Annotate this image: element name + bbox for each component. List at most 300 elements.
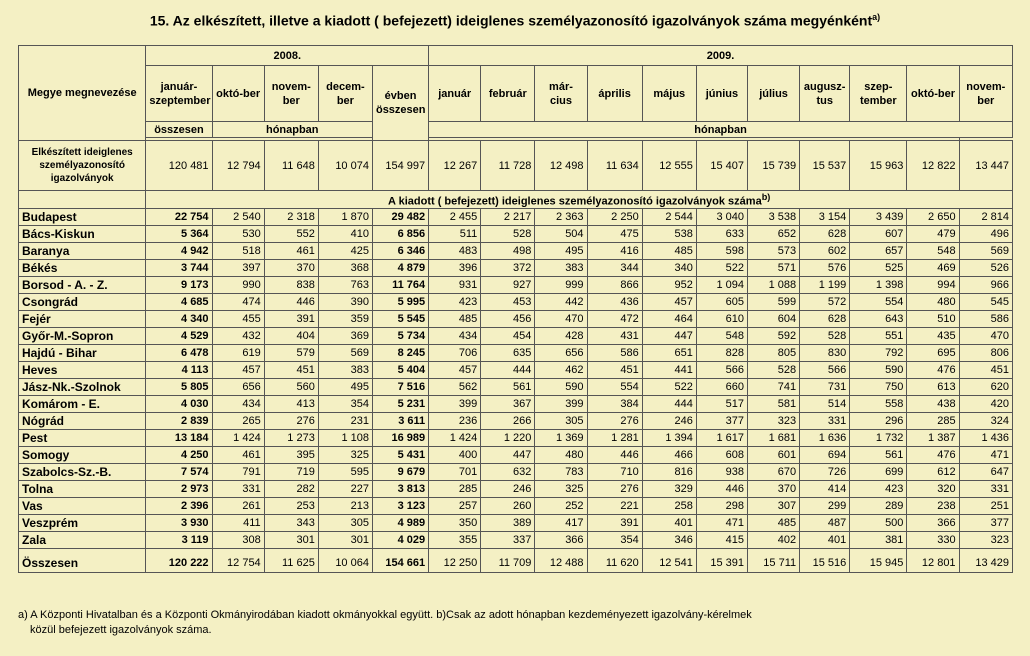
county-name: Budapest — [19, 209, 146, 226]
value-cell: 227 — [318, 481, 372, 498]
value-cell: 731 — [800, 379, 850, 396]
value-cell: 2 973 — [146, 481, 212, 498]
value-cell: 324 — [959, 413, 1012, 430]
value-cell: 15 963 — [850, 141, 907, 191]
value-cell: 566 — [696, 362, 747, 379]
value-cell: 938 — [696, 464, 747, 481]
value-cell: 399 — [429, 396, 481, 413]
value-cell: 258 — [642, 498, 696, 515]
elkeszitett-label: Elkészített ideiglenes személyazonosító igazolványok — [19, 141, 146, 191]
value-cell: 5 995 — [372, 294, 428, 311]
value-cell: 455 — [212, 311, 264, 328]
value-cell: 260 — [481, 498, 535, 515]
header-osszesen: összesen — [146, 122, 212, 138]
header-year-2008: 2008. — [146, 46, 429, 66]
header-month: június — [696, 66, 747, 122]
value-cell: 3 154 — [800, 209, 850, 226]
value-cell: 3 611 — [372, 413, 428, 430]
value-cell: 660 — [696, 379, 747, 396]
value-cell: 13 447 — [959, 141, 1012, 191]
value-cell: 612 — [907, 464, 959, 481]
value-cell: 838 — [264, 277, 318, 294]
value-cell: 372 — [481, 260, 535, 277]
value-cell: 457 — [642, 294, 696, 311]
county-name: Tolna — [19, 481, 146, 498]
value-cell: 10 074 — [318, 141, 372, 191]
value-cell: 2 455 — [429, 209, 481, 226]
value-cell: 6 346 — [372, 243, 428, 260]
value-cell: 236 — [429, 413, 481, 430]
value-cell: 231 — [318, 413, 372, 430]
header-month: novem-ber — [264, 66, 318, 122]
value-cell: 4 879 — [372, 260, 428, 277]
value-cell: 4 250 — [146, 447, 212, 464]
value-cell: 4 113 — [146, 362, 212, 379]
value-cell: 359 — [318, 311, 372, 328]
value-cell: 438 — [907, 396, 959, 413]
value-cell: 456 — [481, 311, 535, 328]
header-honapban-2009: hónapban — [429, 122, 1013, 138]
county-name: Komárom - E. — [19, 396, 146, 413]
value-cell: 2 396 — [146, 498, 212, 515]
value-cell: 464 — [642, 311, 696, 328]
value-cell: 573 — [747, 243, 799, 260]
value-cell: 1 436 — [959, 430, 1012, 447]
value-cell: 15 945 — [850, 549, 907, 573]
value-cell: 656 — [535, 345, 587, 362]
value-cell: 952 — [642, 277, 696, 294]
value-cell: 354 — [318, 396, 372, 413]
value-cell: 431 — [587, 328, 642, 345]
county-name: Zala — [19, 532, 146, 549]
value-cell: 635 — [481, 345, 535, 362]
value-cell: 397 — [212, 260, 264, 277]
value-cell: 571 — [747, 260, 799, 277]
value-cell: 610 — [696, 311, 747, 328]
value-cell: 999 — [535, 277, 587, 294]
county-name: Fejér — [19, 311, 146, 328]
table-row — [19, 328, 1013, 345]
value-cell: 656 — [212, 379, 264, 396]
county-name: Hajdú - Bihar — [19, 345, 146, 362]
county-name: Veszprém — [19, 515, 146, 532]
value-cell: 12 801 — [907, 549, 959, 573]
value-cell: 390 — [318, 294, 372, 311]
value-cell: 628 — [800, 311, 850, 328]
value-cell: 355 — [429, 532, 481, 549]
value-cell: 2 363 — [535, 209, 587, 226]
value-cell: 479 — [907, 226, 959, 243]
value-cell: 994 — [907, 277, 959, 294]
value-cell: 1 681 — [747, 430, 799, 447]
value-cell: 4 029 — [372, 532, 428, 549]
value-cell: 566 — [800, 362, 850, 379]
data-table — [18, 45, 1013, 573]
county-name: Nógrád — [19, 413, 146, 430]
value-cell: 510 — [907, 311, 959, 328]
value-cell: 266 — [481, 413, 535, 430]
value-cell: 434 — [212, 396, 264, 413]
value-cell: 2 540 — [212, 209, 264, 226]
header-year-2009: 2009. — [429, 46, 1013, 66]
value-cell: 2 839 — [146, 413, 212, 430]
value-cell: 1 398 — [850, 277, 907, 294]
value-cell: 261 — [212, 498, 264, 515]
value-cell: 1 636 — [800, 430, 850, 447]
value-cell: 457 — [429, 362, 481, 379]
value-cell: 423 — [850, 481, 907, 498]
value-cell: 15 711 — [747, 549, 799, 573]
value-cell: 719 — [264, 464, 318, 481]
value-cell: 485 — [429, 311, 481, 328]
value-cell: 931 — [429, 277, 481, 294]
value-cell: 389 — [481, 515, 535, 532]
value-cell: 350 — [429, 515, 481, 532]
value-cell: 579 — [264, 345, 318, 362]
value-cell: 331 — [959, 481, 1012, 498]
value-cell: 377 — [696, 413, 747, 430]
table-row — [19, 226, 1013, 243]
value-cell: 11 620 — [587, 549, 642, 573]
value-cell: 446 — [587, 447, 642, 464]
value-cell: 285 — [907, 413, 959, 430]
value-cell: 436 — [587, 294, 642, 311]
value-cell: 601 — [747, 447, 799, 464]
value-cell: 331 — [212, 481, 264, 498]
table-row — [19, 532, 1013, 549]
value-cell: 647 — [959, 464, 1012, 481]
value-cell: 551 — [850, 328, 907, 345]
value-cell: 22 754 — [146, 209, 212, 226]
value-cell: 586 — [587, 345, 642, 362]
value-cell: 3 744 — [146, 260, 212, 277]
value-cell: 12 754 — [212, 549, 264, 573]
value-cell: 485 — [642, 243, 696, 260]
value-cell: 423 — [429, 294, 481, 311]
value-cell: 750 — [850, 379, 907, 396]
value-cell: 5 431 — [372, 447, 428, 464]
value-cell: 496 — [959, 226, 1012, 243]
value-cell: 154 997 — [372, 141, 428, 191]
value-cell: 444 — [481, 362, 535, 379]
value-cell: 11 709 — [481, 549, 535, 573]
value-cell: 461 — [264, 243, 318, 260]
value-cell: 12 488 — [535, 549, 587, 573]
header-month: decem-ber — [318, 66, 372, 122]
value-cell: 763 — [318, 277, 372, 294]
value-cell: 446 — [696, 481, 747, 498]
value-cell: 425 — [318, 243, 372, 260]
value-cell: 470 — [535, 311, 587, 328]
table-row — [19, 481, 1013, 498]
value-cell: 9 679 — [372, 464, 428, 481]
value-cell: 1 394 — [642, 430, 696, 447]
value-cell: 15 391 — [696, 549, 747, 573]
value-cell: 514 — [800, 396, 850, 413]
value-cell: 323 — [959, 532, 1012, 549]
value-cell: 783 — [535, 464, 587, 481]
header-month: novem-ber — [959, 66, 1012, 122]
value-cell: 396 — [429, 260, 481, 277]
value-cell: 695 — [907, 345, 959, 362]
value-cell: 154 661 — [372, 549, 428, 573]
elkeszitett-row — [19, 141, 1013, 191]
value-cell: 120 222 — [146, 549, 212, 573]
value-cell: 340 — [642, 260, 696, 277]
value-cell: 428 — [535, 328, 587, 345]
value-cell: 400 — [429, 447, 481, 464]
header-honapban-2008: hónapban — [212, 122, 372, 138]
value-cell: 401 — [800, 532, 850, 549]
value-cell: 1 220 — [481, 430, 535, 447]
county-name: Győr-M.-Sopron — [19, 328, 146, 345]
value-cell: 469 — [907, 260, 959, 277]
value-cell: 517 — [696, 396, 747, 413]
table-row — [19, 464, 1013, 481]
value-cell: 329 — [642, 481, 696, 498]
value-cell: 475 — [587, 226, 642, 243]
value-cell: 415 — [696, 532, 747, 549]
value-cell: 301 — [318, 532, 372, 549]
value-cell: 12 498 — [535, 141, 587, 191]
value-cell: 633 — [696, 226, 747, 243]
value-cell: 699 — [850, 464, 907, 481]
value-cell: 3 813 — [372, 481, 428, 498]
value-cell: 466 — [642, 447, 696, 464]
value-cell: 4 989 — [372, 515, 428, 532]
value-cell: 990 — [212, 277, 264, 294]
value-cell: 572 — [800, 294, 850, 311]
value-cell: 453 — [481, 294, 535, 311]
value-cell: 402 — [747, 532, 799, 549]
value-cell: 282 — [264, 481, 318, 498]
total-row — [19, 549, 1013, 573]
table-row — [19, 243, 1013, 260]
county-name: Somogy — [19, 447, 146, 464]
value-cell: 2 318 — [264, 209, 318, 226]
header-month: április — [587, 66, 642, 122]
table-row — [19, 379, 1013, 396]
value-cell: 2 544 — [642, 209, 696, 226]
value-cell: 1 199 — [800, 277, 850, 294]
value-cell: 434 — [429, 328, 481, 345]
value-cell: 561 — [850, 447, 907, 464]
value-cell: 246 — [642, 413, 696, 430]
footnote — [18, 608, 752, 638]
value-cell: 545 — [959, 294, 1012, 311]
value-cell: 320 — [907, 481, 959, 498]
value-cell: 285 — [429, 481, 481, 498]
value-cell: 651 — [642, 345, 696, 362]
value-cell: 2 650 — [907, 209, 959, 226]
table-row — [19, 260, 1013, 277]
value-cell: 2 217 — [481, 209, 535, 226]
value-cell: 569 — [318, 345, 372, 362]
value-cell: 590 — [535, 379, 587, 396]
value-cell: 9 173 — [146, 277, 212, 294]
county-name: Vas — [19, 498, 146, 515]
value-cell: 595 — [318, 464, 372, 481]
value-cell: 2 814 — [959, 209, 1012, 226]
value-cell: 370 — [747, 481, 799, 498]
value-cell: 480 — [907, 294, 959, 311]
value-cell: 301 — [264, 532, 318, 549]
value-cell: 404 — [264, 328, 318, 345]
value-cell: 604 — [747, 311, 799, 328]
value-cell: 447 — [481, 447, 535, 464]
value-cell: 10 064 — [318, 549, 372, 573]
value-cell: 323 — [747, 413, 799, 430]
value-cell: 413 — [264, 396, 318, 413]
value-cell: 472 — [587, 311, 642, 328]
value-cell: 276 — [587, 481, 642, 498]
value-cell: 1 732 — [850, 430, 907, 447]
value-cell: 1 424 — [212, 430, 264, 447]
value-cell: 5 805 — [146, 379, 212, 396]
value-cell: 518 — [212, 243, 264, 260]
county-name: Szabolcs-Sz.-B. — [19, 464, 146, 481]
value-cell: 442 — [535, 294, 587, 311]
value-cell: 1 424 — [429, 430, 481, 447]
value-cell: 391 — [264, 311, 318, 328]
value-cell: 420 — [959, 396, 1012, 413]
value-cell: 354 — [587, 532, 642, 549]
table-row — [19, 447, 1013, 464]
value-cell: 15 516 — [800, 549, 850, 573]
value-cell: 525 — [850, 260, 907, 277]
value-cell: 251 — [959, 498, 1012, 515]
table-row — [19, 396, 1013, 413]
value-cell: 3 439 — [850, 209, 907, 226]
value-cell: 561 — [481, 379, 535, 396]
value-cell: 276 — [587, 413, 642, 430]
value-cell: 522 — [642, 379, 696, 396]
table-row — [19, 362, 1013, 379]
value-cell: 461 — [212, 447, 264, 464]
county-name: Jász-Nk.-Szolnok — [19, 379, 146, 396]
header-month: szep-tember — [850, 66, 907, 122]
value-cell: 619 — [212, 345, 264, 362]
value-cell: 451 — [587, 362, 642, 379]
value-cell: 485 — [747, 515, 799, 532]
value-cell: 474 — [212, 294, 264, 311]
value-cell: 605 — [696, 294, 747, 311]
value-cell: 613 — [907, 379, 959, 396]
county-name: Baranya — [19, 243, 146, 260]
value-cell: 221 — [587, 498, 642, 515]
table-row — [19, 498, 1013, 515]
value-cell: 5 545 — [372, 311, 428, 328]
kiadott-title: A kiadott ( befejezett) ideiglenes személyazonosító igazolványok száma$^{b)}$ — [146, 191, 1013, 209]
value-cell: 701 — [429, 464, 481, 481]
value-cell: 308 — [212, 532, 264, 549]
value-cell: 346 — [642, 532, 696, 549]
value-cell: 528 — [747, 362, 799, 379]
value-cell: 13 184 — [146, 430, 212, 447]
value-cell: 15 739 — [747, 141, 799, 191]
value-cell: 554 — [850, 294, 907, 311]
value-cell: 1 094 — [696, 277, 747, 294]
value-cell: 741 — [747, 379, 799, 396]
value-cell: 447 — [642, 328, 696, 345]
value-cell: 417 — [535, 515, 587, 532]
value-cell: 569 — [959, 243, 1012, 260]
county-name: Csongrád — [19, 294, 146, 311]
value-cell: 805 — [747, 345, 799, 362]
value-cell: 816 — [642, 464, 696, 481]
value-cell: 399 — [535, 396, 587, 413]
value-cell: 3 123 — [372, 498, 428, 515]
value-cell: 581 — [747, 396, 799, 413]
value-cell: 343 — [264, 515, 318, 532]
value-cell: 381 — [850, 532, 907, 549]
value-cell: 246 — [481, 481, 535, 498]
value-cell: 522 — [696, 260, 747, 277]
value-cell: 495 — [535, 243, 587, 260]
value-cell: 592 — [747, 328, 799, 345]
value-cell: 441 — [642, 362, 696, 379]
value-cell: 451 — [264, 362, 318, 379]
footnote-line: a) A Központi Hivatalban és a Központi Okmányirodában kiadott okmányokkal együtt. b)Csak az adott hónapban kezdeményezett igazolvány-kérelmek — [18, 609, 752, 621]
header-month: július — [747, 66, 799, 122]
value-cell: 866 — [587, 277, 642, 294]
table-title: 15. Az elkészített, illetve a kiadott ( befejezett) ideiglenes személyazonosító igazolványok száma megyénként$^{a)}$ — [149, 12, 881, 29]
value-cell: 500 — [850, 515, 907, 532]
value-cell: 528 — [800, 328, 850, 345]
value-cell: 4 685 — [146, 294, 212, 311]
value-cell: 330 — [907, 532, 959, 549]
value-cell: 806 — [959, 345, 1012, 362]
value-cell: 457 — [212, 362, 264, 379]
value-cell: 213 — [318, 498, 372, 515]
value-cell: 599 — [747, 294, 799, 311]
value-cell: 558 — [850, 396, 907, 413]
value-cell: 11 634 — [587, 141, 642, 191]
value-cell: 238 — [907, 498, 959, 515]
value-cell: 620 — [959, 379, 1012, 396]
header-month: május — [642, 66, 696, 122]
value-cell: 530 — [212, 226, 264, 243]
value-cell: 1 273 — [264, 430, 318, 447]
total-label: Összesen — [19, 549, 146, 573]
value-cell: 471 — [959, 447, 1012, 464]
value-cell: 446 — [264, 294, 318, 311]
value-cell: 471 — [696, 515, 747, 532]
value-cell: 643 — [850, 311, 907, 328]
value-cell: 11 728 — [481, 141, 535, 191]
value-cell: 444 — [642, 396, 696, 413]
table-row — [19, 209, 1013, 226]
value-cell: 15 537 — [800, 141, 850, 191]
header-month: augusz-tus — [800, 66, 850, 122]
value-cell: 1 108 — [318, 430, 372, 447]
value-cell: 120 481 — [146, 141, 212, 191]
table-row — [19, 515, 1013, 532]
value-cell: 325 — [318, 447, 372, 464]
value-cell: 383 — [535, 260, 587, 277]
value-cell: 726 — [800, 464, 850, 481]
value-cell: 487 — [800, 515, 850, 532]
value-cell: 13 429 — [959, 549, 1012, 573]
value-cell: 4 529 — [146, 328, 212, 345]
value-cell: 401 — [642, 515, 696, 532]
value-cell: 296 — [850, 413, 907, 430]
value-cell: 454 — [481, 328, 535, 345]
header-month: január-szeptember — [146, 66, 212, 122]
value-cell: 432 — [212, 328, 264, 345]
value-cell: 480 — [535, 447, 587, 464]
value-cell: 331 — [800, 413, 850, 430]
